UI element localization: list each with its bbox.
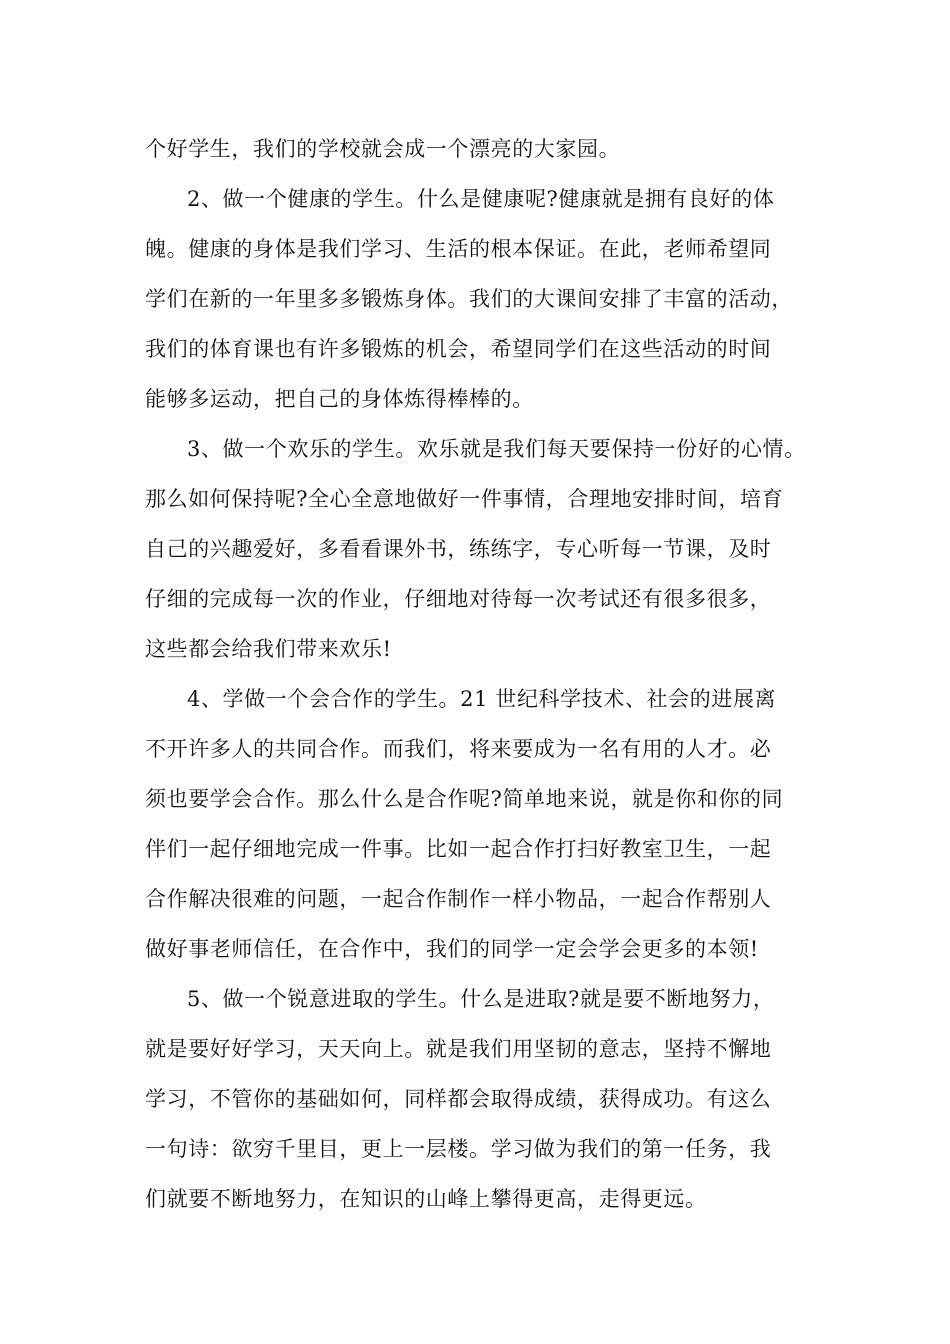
text-line: 能够多运动，把自己的身体炼得棒棒的。 [145,387,534,411]
text-line: 们就要不断地努力，在知识的山峰上攀得更高，走得更远。 [145,1187,707,1211]
text-line: 学习，不管你的基础如何，同样都会取得成绩，获得成功。有这么 [145,1087,772,1111]
text-line: 合作解决很难的问题，一起合作制作一样小物品，一起合作帮别人 [145,887,772,911]
text-line: 自己的兴趣爱好，多看看课外书，练练字，专心听每一节课，及时 [145,537,772,561]
text-line: 做好事老师信任，在合作中，我们的同学一定会学会更多的本领! [145,937,759,961]
text-line: 就是要好好学习，天天向上。就是我们用坚韧的意志，坚持不懈地 [145,1037,772,1061]
text-line: 这些都会给我们带来欢乐! [145,637,392,661]
text-line: 我们的体育课也有许多锻炼的机会，希望同学们在这些活动的时间 [145,337,772,361]
text-line: 仔细的完成每一次的作业，仔细地对待每一次考试还有很多很多， [145,587,772,611]
text-line: 学们在新的一年里多多锻炼身体。我们的大课间安排了丰富的活动， [145,287,793,311]
text-line: 伴们一起仔细地完成一件事。比如一起合作打扫好教室卫生，一起 [145,837,772,861]
text-line: 2、做一个健康的学生。什么是健康呢?健康就是拥有良好的体 [187,187,775,211]
text-line: 那么如何保持呢?全心全意地做好一件事情，合理地安排时间，培育 [145,487,784,511]
text-line: 一句诗：欲穷千里目，更上一层楼。学习做为我们的第一任务，我 [145,1137,772,1161]
text-line: 须也要学会合作。那么什么是合作呢?简单地来说，就是你和你的同 [145,787,784,811]
text-line: 3、做一个欢乐的学生。欢乐就是我们每天要保持一份好的心情。 [187,437,806,461]
text-line: 个好学生，我们的学校就会成一个漂亮的大家园。 [145,137,621,161]
text-line: 魄。健康的身体是我们学习、生活的根本保证。在此，老师希望同 [145,237,772,261]
text-line: 不开许多人的共同合作。而我们，将来要成为一名有用的人才。必 [145,737,772,761]
text-line: 5、做一个锐意进取的学生。什么是进取?就是要不断地努力， [187,987,775,1011]
text-line: 4、学做一个会合作的学生。21 世纪科学技术、社会的进展离 [187,687,777,711]
